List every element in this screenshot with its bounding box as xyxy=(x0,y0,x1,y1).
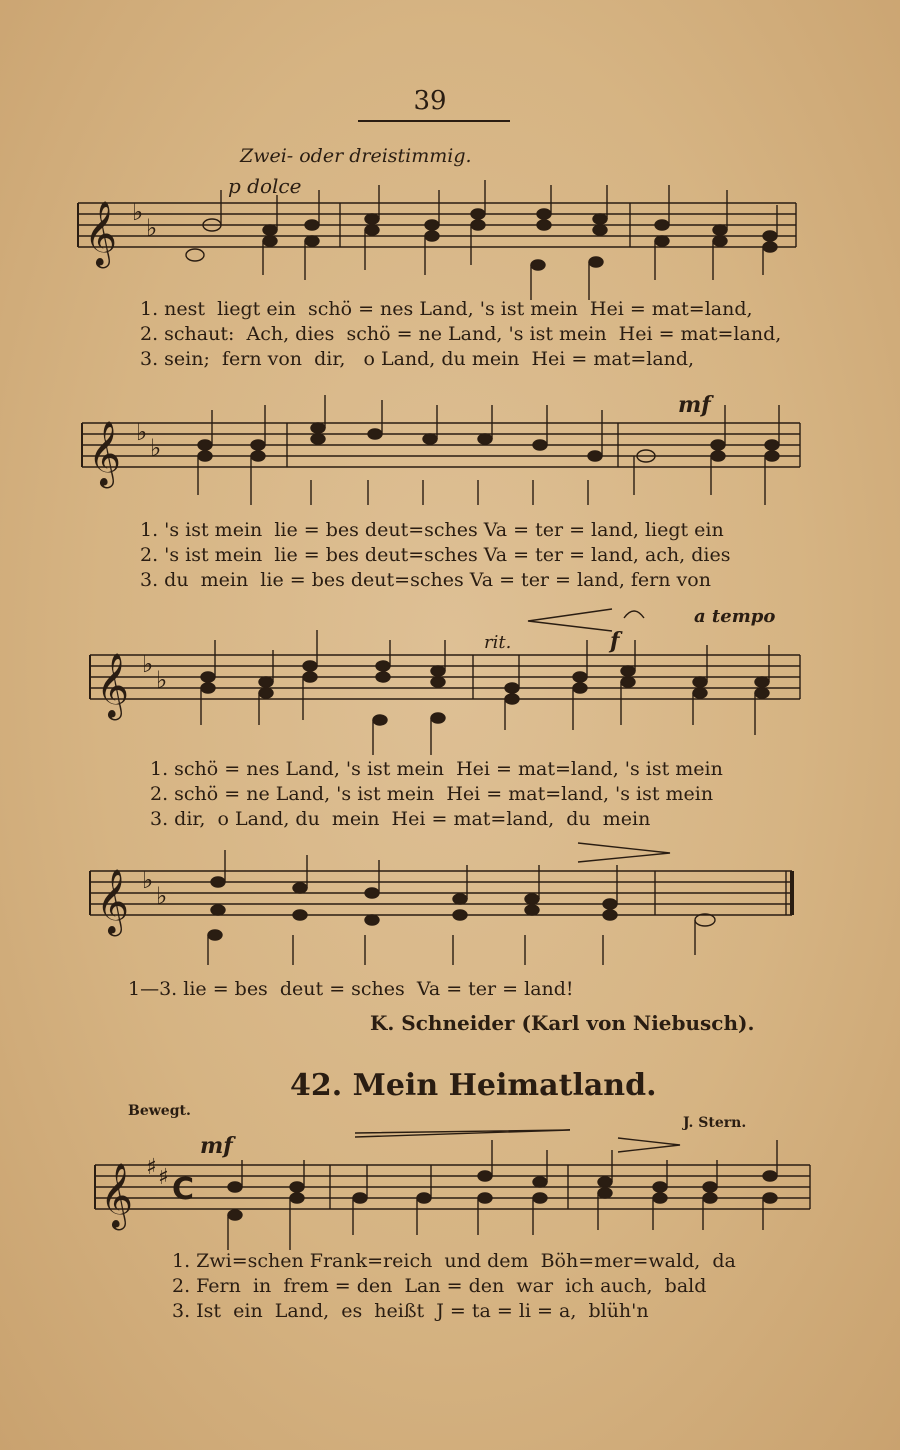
lyric-verse: 2. schö = ne Land, 's ist mein Hei = mat=land, 's ist mein xyxy=(150,783,714,805)
notes-system-4 xyxy=(208,850,715,965)
lyrics-system-4 xyxy=(128,977,808,1005)
dynamic-marking: mf xyxy=(678,392,711,418)
lyric-verse: 3. du mein lie = bes deut=sches Va = ter = land, fern von xyxy=(140,569,711,591)
tempo-marking-a-tempo: a tempo xyxy=(694,606,776,627)
lyric-verse: 3. Ist ein Land, es heißt J = ta = li = a, blüh'n xyxy=(172,1300,649,1322)
lyric-verse: 3. dir, o Land, du mein Hei = mat=land, du mein xyxy=(150,808,651,830)
lyric-verse: 1. Zwi=schen Frank=reich und dem Böh=mer=wald, da xyxy=(172,1250,736,1272)
notes-song-42 xyxy=(228,1140,777,1250)
svg-text:♭: ♭ xyxy=(142,866,154,894)
dynamic-marking: f xyxy=(610,628,620,654)
lyric-verse: 3. sein; fern von dir, o Land, du mein Hei = mat=land, xyxy=(140,348,695,370)
svg-text:♭: ♭ xyxy=(136,418,148,446)
dynamic-marking: mf xyxy=(200,1133,233,1159)
lyric-verse: 1. nest liegt ein schö = nes Land, 's ist mein Hei = mat=land, xyxy=(140,298,753,320)
svg-text:♭: ♭ xyxy=(150,434,162,462)
lyric-verse: 1. 's ist mein lie = bes deut=sches Va = ter = land, liegt ein xyxy=(140,519,724,541)
svg-text:♭: ♭ xyxy=(156,666,168,694)
composer-name: J. Stern. xyxy=(683,1115,747,1131)
composer-credit: K. Schneider (Karl von Niebusch). xyxy=(370,1011,755,1035)
lyric-verse: 1. schö = nes Land, 's ist mein Hei = mat=land, 's ist mein xyxy=(150,758,723,780)
lyric-verse: 1—3. lie = bes deut = sches Va = ter = land! xyxy=(128,978,574,1000)
tempo-marking-rit: rit. xyxy=(484,632,512,653)
page-number: 39 xyxy=(413,86,447,116)
lyric-verse: 2. Fern in frem = den Lan = den war ich auch, bald xyxy=(172,1275,707,1297)
lyrics-system-1 xyxy=(140,297,820,377)
svg-text:♯: ♯ xyxy=(146,1155,157,1180)
svg-text:𝄞: 𝄞 xyxy=(84,201,118,266)
svg-text:♭: ♭ xyxy=(156,882,168,910)
lyrics-song-42 xyxy=(172,1249,812,1329)
svg-text:𝄞: 𝄞 xyxy=(96,869,130,934)
tempo-indication: Bewegt. xyxy=(128,1103,191,1119)
svg-text:♯: ♯ xyxy=(158,1165,169,1190)
svg-text:𝄞: 𝄞 xyxy=(96,653,130,718)
dynamic-marking: p dolce xyxy=(228,174,302,198)
svg-text:♭: ♭ xyxy=(146,214,158,242)
svg-text:𝄞: 𝄞 xyxy=(100,1163,134,1228)
svg-text:𝄞: 𝄞 xyxy=(88,421,122,486)
lyrics-system-3 xyxy=(150,757,820,837)
svg-text:♭: ♭ xyxy=(142,650,154,678)
lyric-verse: 2. schaut: Ach, dies schö = ne Land, 's ist mein Hei = mat=land, xyxy=(140,323,782,345)
lyrics-system-2 xyxy=(140,518,820,598)
svg-text:C: C xyxy=(172,1172,195,1207)
song-title: 42. Mein Heimatland. xyxy=(290,1068,657,1103)
svg-text:♭: ♭ xyxy=(132,198,144,226)
voicing-note: Zwei- oder dreistimmig. xyxy=(240,145,472,167)
lyric-verse: 2. 's ist mein lie = bes deut=sches Va = ter = land, ach, dies xyxy=(140,544,731,566)
staff-system-2 xyxy=(82,423,800,467)
notes-system-1 xyxy=(186,180,777,300)
staff-system-4 xyxy=(90,871,792,915)
